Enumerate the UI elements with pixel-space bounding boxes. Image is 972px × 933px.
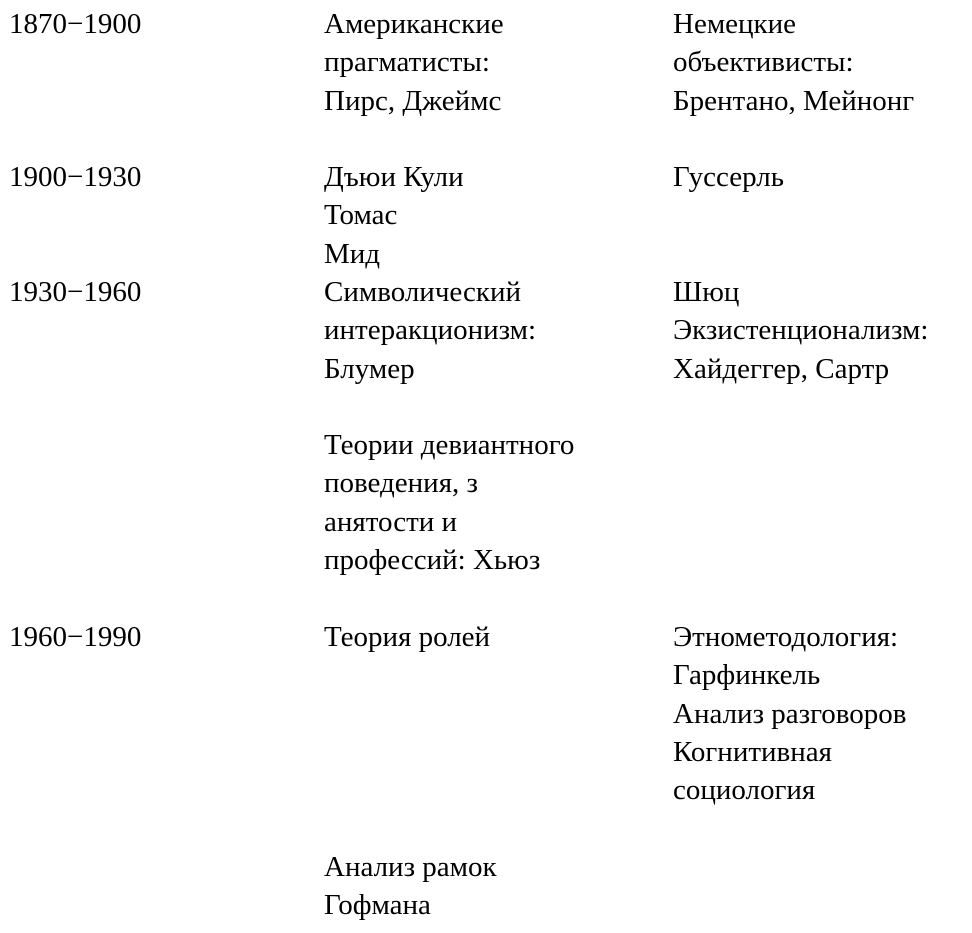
german-line: Этнометодология: [673, 621, 899, 653]
american-line: Томас [324, 199, 398, 232]
american-line: интеракционизм: [324, 314, 537, 347]
american-school-cell [324, 848, 497, 925]
american-line: Теории девиантного [324, 429, 575, 461]
american-school-cell [324, 426, 574, 579]
american-school-cell [324, 273, 536, 388]
period-label: 1960−1990 [9, 621, 142, 653]
period-label: 1900−1930 [9, 161, 142, 193]
german-line: Хайдеггер, Сартр [673, 352, 890, 385]
american-line: Блумер [324, 352, 415, 385]
period-label: 1930−1960 [9, 276, 142, 308]
american-school-cell [324, 5, 504, 120]
german-line: Гуссерль [673, 161, 784, 193]
period-label: 1870−1900 [9, 8, 142, 40]
american-line: Символический [324, 276, 521, 308]
american-line: прагматисты: [324, 46, 490, 79]
american-line: Мид [324, 237, 381, 270]
american-school-cell [324, 618, 490, 656]
american-line: Гофмана [324, 889, 431, 922]
american-line: Американские [324, 8, 504, 40]
german-line: Шюц [673, 276, 740, 308]
german-line: объективисты: [673, 46, 854, 79]
german-line: Когнитивная [673, 735, 832, 768]
period-cell [9, 273, 141, 311]
american-school-cell [324, 158, 464, 273]
american-line: Анализ рамок [324, 851, 497, 883]
german-school-cell [673, 273, 928, 388]
german-school-cell [673, 5, 914, 120]
american-line: анятости и [324, 505, 458, 538]
german-school-cell [673, 158, 784, 196]
period-cell [9, 158, 141, 196]
american-line: поведения, з [324, 467, 478, 500]
german-line: Анализ разговоров [673, 697, 907, 730]
german-line: Брентано, Мейнонг [673, 84, 915, 117]
german-school-cell [673, 618, 906, 809]
german-line: Экзистенционализм: [673, 314, 929, 347]
period-cell [9, 618, 141, 656]
american-line: Дъюи Кули [324, 161, 464, 193]
german-line: Немецкие [673, 8, 797, 40]
american-line: Пирс, Джеймс [324, 84, 502, 117]
american-line: Теория ролей [324, 621, 491, 653]
german-line: Гарфинкель [673, 659, 821, 692]
american-line: профессий: Хьюз [324, 543, 541, 576]
period-cell [9, 5, 141, 43]
german-line: социология [673, 774, 816, 807]
